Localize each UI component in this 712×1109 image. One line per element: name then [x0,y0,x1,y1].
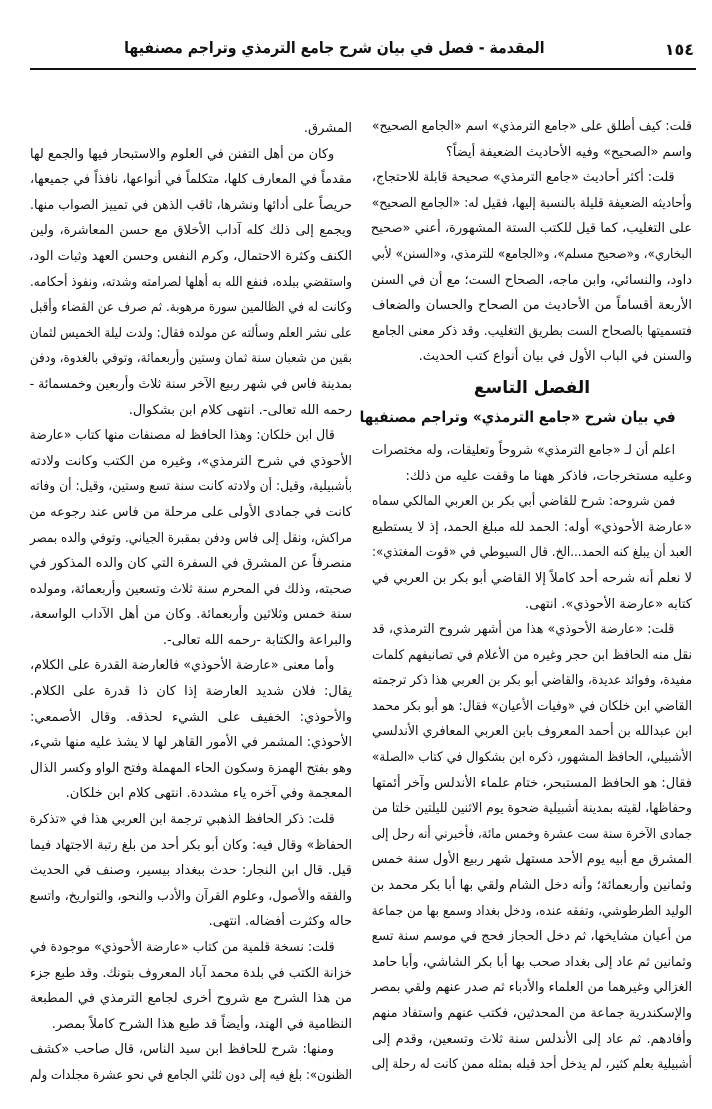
text-line: وهو بفتح الهمزة وسكون الحاء المهملة وفتح الواو وكسر الذال [30,760,352,776]
paragraph [30,116,352,142]
text-line: المشرق. [303,121,352,136]
text-line: خزانة الكتب في بلدة محمد آباد المعروف بتونك. وقد طبع جزء [30,965,352,981]
paragraph [30,653,352,807]
text-line: جمادى الآخرة سنة ست عشرة وخمس مائة، فأخبرني أنه رحل إلى [371,826,692,842]
text-line: الأربعة أقساماً من الأحاديث من الصحاح والحسان والضعاف [372,298,692,314]
text-line: وأما معنى «عارضة الأحوذي» فالعارضة القدرة على الكلام، [29,658,335,674]
page-number: ١٥٤ [664,40,694,59]
text-line: بقين من شعبان سنة ثمان وستين وأربعمائة، وتوفي بالغدوة، ودفن [29,351,352,367]
text-line: وأفادهم. ثم عاد إلى الأندلس سنة ثلاث وتسعين، وقدم إلى [372,1031,692,1047]
paragraph [372,489,692,617]
text-line: والفقه والأصول، وعلوم القرآن والأدب والنحو، والتواريخ، واتسع [29,888,352,904]
text-line: بمدينة فاس في شهر ربيع الآخر سنة ثلاث وأربعين وخمسمائة - [29,376,353,392]
right-text-column [359,114,692,1078]
text-line: كانت في جمادى الأولى على مرحلة من فاس عند رجوعه من [29,504,352,520]
header-rule [30,68,696,70]
paragraph [30,935,352,1037]
text-line: يقال: فلان شديد العارضة إذا كان ذا قدرة على الكلام. [30,684,352,700]
paragraph [30,1037,352,1088]
text-line: داود، والنسائي، وابن ماجه، الصحاح الست؛ مع أن في السنن [370,272,692,288]
chapter-subtitle-row [359,402,692,432]
text-line: وحفاظها، لقيته بمدينة أشبيلية ضحوة يوم الاثنين لليلتين خلتا من [371,801,692,817]
text-line: حاله وكثرت أفضاله. انتهى. [208,914,352,930]
text-line: الغزالي وغيرهما من العلماء والأدباء ثم صدر عنهم ولقي بمصر [371,980,692,996]
text-line: صحبته، وذلك في المحرم سنة ثلاث وتسعين وأربعمائة، ومولده [29,581,352,597]
text-line: رحمه الله تعالى-. انتهى كلام ابن بشكوال. [128,402,352,418]
text-line: مقدماً في المعارف كلها، متكلماً في أنواعها، نافذاً في جميعها، [30,172,352,188]
text-line: فمن شروحه: شرح للقاضي أبي بكر بن العربي المالكي سماه [372,494,676,510]
left-text-column [30,116,352,1089]
text-line: بأشبيلية، وقيل: أن ولادته كانت سنة تسع وستين، وقيل: أن وفاته [29,479,353,495]
text-line: كتابه «عارضة الأحوذي». انتهى. [525,596,692,612]
text-line: اعلم أن لـ «جامع الترمذي» شروحاً وتعليقات، وله مختصرات [371,442,676,458]
text-line: مفيدة، وفوائد عديدة، والقاضي أبو بكر بن العربي هذا ذكر ترجمته [371,673,692,689]
text-line: وكانت له في الظالمين سورة مرهوبة. ثم صرف عن القضاء وأقبل [30,300,352,316]
text-line: منصرفاً عن المشرق في السفرة التي كان والده المذكور في [29,556,352,572]
text-line: المشرق مع أبيه يوم الأحد مستهل شهر ربيع الأول سنة خمس [371,852,692,868]
text-line: القاضي ابن خلكان في «وفيات الأعيان» فقال: هو أبو بكر محمد [371,698,692,714]
text-line: قيل. قال ابن النجار: حدث ببغداد بيسير، وصنف في الحديث [30,863,352,879]
text-line: قلت: «عارضة الأحوذي» هذا من أشهر شروح الترمذي، قد [371,622,675,638]
running-header-title: المقدمة - فصل في بيان شرح جامع الترمذي وتراجم مصنفيها [124,38,545,57]
text-line: فقال: هو الحافظ المستبحر، ختام علماء الأندلس وآخر أئمتها [372,775,692,791]
text-line: ويجمع إلى ذلك كله آداب الأخلاق مع حسن المعاشرة، ولين [30,223,352,239]
text-line: وثمانين ثم عاد إلى بغداد صحب بها أبا بكر الشاشي، وأبا حامد [371,954,692,970]
text-line: قال ابن خلكان: وهذا الحافظ له مصنفات منها كتاب «عارضة [29,428,335,444]
text-line: والسنن في الباب الأول في بيان أنواع كتب الحديث. [418,349,692,365]
text-line: مراكش، ونقل إلى فاس ودفن بمقبرة الجياني. وتوفي والده بمصر [30,530,352,546]
paragraph [30,807,352,935]
text-line: الحفاظ» وقال فيه: وكان أبو بكر أحد من بلغ رتبة الاجتهاد فيما [30,837,352,853]
text-line: ابن عبدالله بن أحمد المعروف بابن العربي المعافري الأندلسي [372,724,692,740]
text-line: الأحوذي: المشمر في الأمور القاهر لها لا يشذ عليه منها شيء، [29,735,353,751]
paragraph [30,423,352,653]
text-line: حريصاً على أدائها ونشرها، ثاقب الذهن في تمييز الصواب منها. [29,197,352,213]
text-line: المعجمة وفي آخره ياء مشددة. انتهى كلام ابن خلكان. [65,786,352,802]
text-line: البخاري»، و«صحيح مسلم»، و«الجامع» للترمذي، و«السنن» لأبي [371,246,692,262]
text-line: والبراعة والكتابة -رحمه الله تعالى-. [162,632,352,648]
text-line: قلت: أكثر أحاديث «جامع الترمذي» صحيحة قابلة للاحتجاج، [371,170,675,186]
chapter-title-row [372,374,692,402]
text-line: من أعيان مشايخها، ثم دخل الحجاز فحج في موسم سنة تسع [371,929,692,945]
text-line: والإسكندرية جماعة من المحدثين، فكتب عنهم واستفاد منهم [372,1006,692,1021]
text-line: وكان من أهل التفنن في العلوم والاستبحار فيها والجمع لها [30,146,335,162]
text-line: على التغليب، كما قيل للكتب الستة المشهورة، أعني «صحيح [370,221,692,237]
text-line: الوليد الطرطوشي، وتفقه عنده، ودخل بغداد وسمع بها من جماعة [371,903,692,919]
chapter-title: الفصل التاسع [473,377,591,398]
paragraph [372,114,692,165]
chapter-heading [359,374,692,432]
text-line: فتسميتها بالصحاح الست بطريق التغليب. وقد ذكر معنى الجامع [372,323,692,339]
paragraph [372,438,692,489]
text-line: على نشر العلم وسألته عن مولده فقال: ولدت ليلة الخميس لثمان [29,325,353,341]
paragraph [372,617,692,1078]
text-line: الكنف وكثرة الاحتمال، وكرم النفس وحسن العهد وثبات الود، [29,248,352,264]
text-line: الأشبيلي، الحافظ المشهور، ذكره ابن بشكوال في كتاب «الصلة» [371,750,692,766]
text-line: العبد أن يبلغ كنه الحمد...الخ. قال السيوطي في «قوت المغتذي»: [372,545,692,561]
text-line: لا نعلم أنه شرحه أحد كاملاً إلا القاضي أبو بكر بن العربي في [372,570,692,586]
text-line: ومنها: شرح للحافظ ابن سيد الناس، قال صاحب «كشف [30,1042,334,1058]
text-line: قلت: كيف أطلق على «جامع الترمذي» اسم «الجامع الصحيح» [371,119,692,134]
chapter-subtitle: في بيان شرح «جامع الترمذي» وتراجم مصنفيها [359,407,676,426]
text-line: والأحوذي: الخفيف على الشيء لحذقه. وقال الأصمعي: [30,709,352,725]
text-line: الأحوذي في شرح الترمذي»، وغيره من الكتب وكانت ولادته [30,453,352,469]
paragraph [372,165,692,370]
text-line: قلت: نسخة قلمية من كتاب «عارضة الأحوذي» موجودة في [29,940,335,955]
text-line: واستقضي ببلده، فنفع الله به أهلها لصرامته وشدته، ونفوذ أحكامه. [29,274,352,290]
text-line: الظنون»: بلغ فيه إلى دون ثلثي الجامع في نحو عشرة مجلدات ولم [30,1067,352,1083]
text-line: أشبيلية بعلم كثير، لم يدخل أحد قبله بمثله ممن كانت له رحلة إلى [371,1057,692,1073]
text-line: وثمانين وأربعمائة؛ وأنه دخل الشام ولقي بها أبا بكر محمد بن [370,878,692,894]
text-line: قلت: ذكر الحافظ الذهبي ترجمة ابن العربي هذا في «تذكرة [29,812,335,828]
text-line: «عارضة الأحوذي» أوله: الحمد لله مبلغ الحمد، إذ لا يستطيع [372,519,692,535]
text-line: سنة خمس وثلاثين وأربعمائة. وكان من أهل الآداب الواسعة، [30,607,352,623]
paragraph [30,142,352,424]
text-line: من هذا الشرح مع شروح أخرى لجامع الترمذي في المطبعة [30,991,352,1007]
text-line: وعليه مستخرجات، فاذكر ههنا ما وقفت عليه من ذلك: [405,468,692,484]
text-line: وأحاديثه الضعيفة قليلة بالنسبة إليها، فقيل له: «الجامع الصحيح» [371,195,692,211]
text-line: نقل منه الحافظ ابن حجر وغيره من الأعلام في تصانيفهم كلمات [371,647,692,663]
text-line: النظامية في الهند، وأيضاً قد طبع هذا الشرح كاملاً بمصر. [51,1016,352,1032]
text-line: واسم «الصحيح» وفيه الأحاديث الضعيفة أيضاً؟ [445,144,692,160]
